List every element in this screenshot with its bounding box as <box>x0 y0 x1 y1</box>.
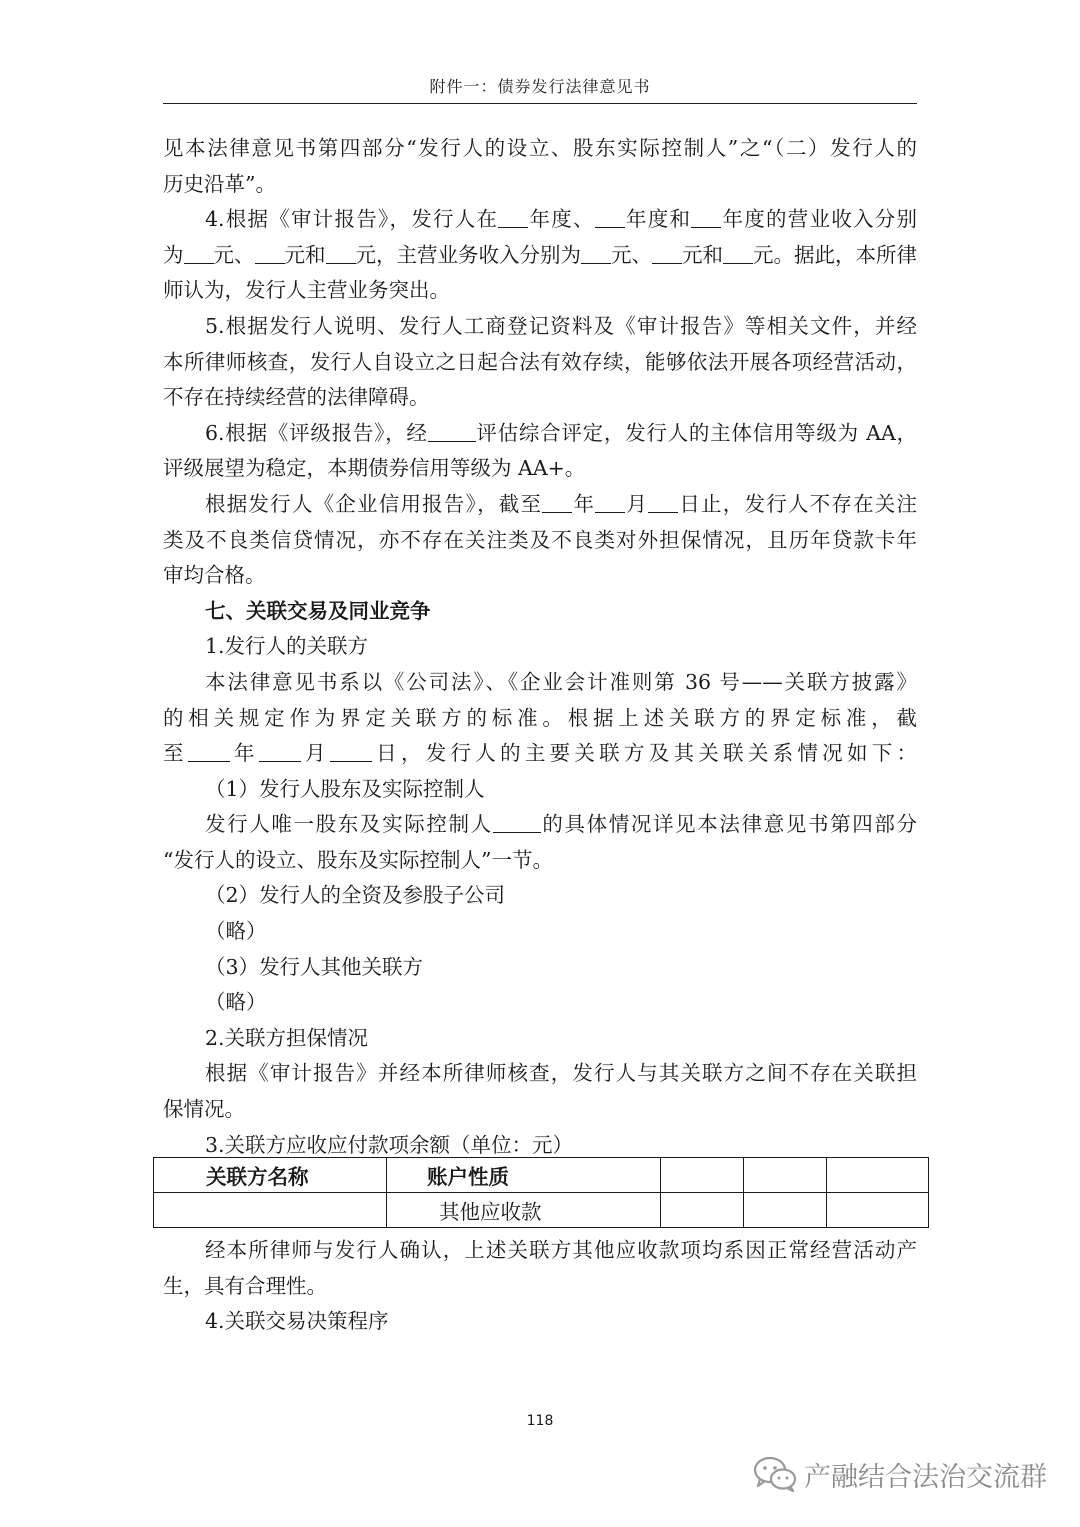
text-line: 保情况。 <box>163 1097 245 1122</box>
text-run: 日，发行人的主要关联方及其关联关系情况如下： <box>371 741 917 766</box>
text-line: 师认为，发行人主营业务突出。 <box>163 278 450 303</box>
fill-blank <box>493 810 541 833</box>
table-header-cell <box>827 1158 929 1193</box>
text-run: 的具体情况详见本法律意见书第四部分 <box>540 812 917 837</box>
text-run: 至 <box>163 741 188 766</box>
fill-blank <box>255 241 285 264</box>
fill-blank <box>326 241 356 264</box>
text-run: 月 <box>625 491 649 516</box>
text-run: 根据发行人《企业信用报告》，截至 <box>205 491 543 516</box>
page-header: 附件一：债券发行法律意见书 <box>429 77 651 96</box>
text-line: 审均合格。 <box>163 563 266 588</box>
subsection-heading: （3）发行人其他关联方 <box>205 954 424 979</box>
text-run: 发行人唯一股东及实际控制人 <box>205 812 493 837</box>
table-header-cell <box>154 1158 387 1193</box>
text-run: 元。据此，本所律 <box>753 242 917 267</box>
table-cell <box>661 1193 744 1228</box>
text-run: 日止，发行人不存在关注 <box>678 491 917 516</box>
text-run: 4.根据《审计报告》，发行人在 <box>205 207 499 232</box>
header-related-party: 关联方名称 <box>206 1165 309 1189</box>
text-line <box>163 238 917 274</box>
fill-blank <box>581 241 611 264</box>
subsection-heading: 3.关联方应收应付款项余额（单位：元） <box>205 1132 574 1157</box>
fill-blank <box>542 490 572 513</box>
fill-blank <box>184 241 214 264</box>
text-run: 元、 <box>611 242 652 267</box>
document-body-tail <box>163 1233 917 1340</box>
table-cell <box>387 1193 661 1228</box>
subsection-heading: 1.发行人的关联方 <box>205 634 369 659</box>
watermark <box>752 1452 1047 1496</box>
text-line: 根据《审计报告》并经本所律师核查，发行人与其关联方之间不存在关联担 <box>205 1061 917 1086</box>
text-run: 元和 <box>682 242 723 267</box>
text-run: 年度的营业收入分别 <box>721 207 917 232</box>
text-line: 的相关规定作为界定关联方的标准。根据上述关联方的界定标准，截 <box>163 705 917 730</box>
wechat-icon <box>752 1454 798 1494</box>
section-heading: 七、关联交易及同业竞争 <box>205 598 431 623</box>
text-line <box>163 736 917 772</box>
text-line: （略） <box>205 990 267 1015</box>
text-line <box>163 487 917 523</box>
table-cell <box>827 1193 929 1228</box>
text-line: 本法律意见书系以《公司法》、《企业会计准则第 36 号——关联方披露》 <box>205 669 917 694</box>
text-run: 元和 <box>284 242 326 267</box>
text-line: （略） <box>205 919 267 944</box>
text-line: 见本法律意见书第四部分“发行人的设立、股东实际控制人”之“（二）发行人的 <box>163 136 917 160</box>
text-line: 经本所律师与发行人确认，上述关联方其他应收款项均系因正常经营活动产 <box>205 1238 917 1262</box>
receivables-table <box>153 1157 929 1228</box>
fill-blank <box>648 490 678 513</box>
text-run: 年度、 <box>528 207 595 232</box>
text-line: 类及不良类信贷情况，亦不存在关注类及不良类对外担保情况，且历年贷款卡年 <box>163 527 917 552</box>
table-row <box>154 1193 929 1228</box>
header-account-nature: 账户性质 <box>427 1165 509 1189</box>
text-line: 本所律师核查，发行人自设立之日起合法有效存续，能够依法开展各项经营活动， <box>163 349 917 374</box>
watermark-text: 产融结合法治交流群 <box>804 1461 1047 1493</box>
text-line: 评级展望为稳定，本期债券信用等级为 AA+。 <box>163 456 586 481</box>
subsection-heading: 4.关联交易决策程序 <box>205 1309 389 1334</box>
page-number: 118 <box>526 1413 554 1429</box>
text-run: 6.根据《评级报告》，经 <box>205 420 428 445</box>
text-run: 元、 <box>213 242 255 267</box>
text-run: 年度和 <box>624 207 692 232</box>
text-line <box>163 202 917 238</box>
fill-blank <box>428 419 476 442</box>
fill-blank <box>595 205 625 228</box>
text-line: “发行人的设立、股东及实际控制人”一节。 <box>163 847 553 872</box>
text-line <box>163 416 917 452</box>
fill-blank <box>595 490 625 513</box>
table-header-cell <box>661 1158 744 1193</box>
table-header-row <box>154 1158 929 1193</box>
fill-blank <box>652 241 682 264</box>
fill-blank <box>259 739 301 762</box>
subsection-heading: （1）发行人股东及实际控制人 <box>205 776 485 801</box>
text-run: 为 <box>163 242 184 267</box>
text-line <box>163 807 917 843</box>
text-run: 年 <box>229 741 259 766</box>
text-line: 生，具有合理性。 <box>163 1273 327 1298</box>
table-header-cell <box>744 1158 827 1193</box>
text-line: 5.根据发行人说明、发行人工商登记资料及《审计报告》等相关文件，并经 <box>205 313 917 338</box>
text-run: 元，主营业务收入分别为 <box>355 242 581 267</box>
text-run: 年 <box>572 491 596 516</box>
header-rule <box>163 103 917 104</box>
table-header-cell <box>387 1158 661 1193</box>
fill-blank <box>691 205 721 228</box>
text-run: 月 <box>300 741 330 766</box>
fill-blank <box>188 739 230 762</box>
text-run: 评估综合评定，发行人的主体信用等级为 AA， <box>475 420 917 445</box>
text-line: 不存在持续经营的法律障碍。 <box>163 385 430 410</box>
text-line: 历史沿革”。 <box>163 171 276 196</box>
fill-blank <box>498 205 528 228</box>
subsection-heading: （2）发行人的全资及参股子公司 <box>205 883 506 908</box>
document-body <box>163 131 917 1163</box>
fill-blank <box>330 739 372 762</box>
table-cell <box>744 1193 827 1228</box>
subsection-heading: 2.关联方担保情况 <box>205 1025 369 1050</box>
fill-blank <box>723 241 753 264</box>
cell-other-receivables: 其他应收款 <box>439 1200 542 1224</box>
table-cell <box>154 1193 387 1228</box>
